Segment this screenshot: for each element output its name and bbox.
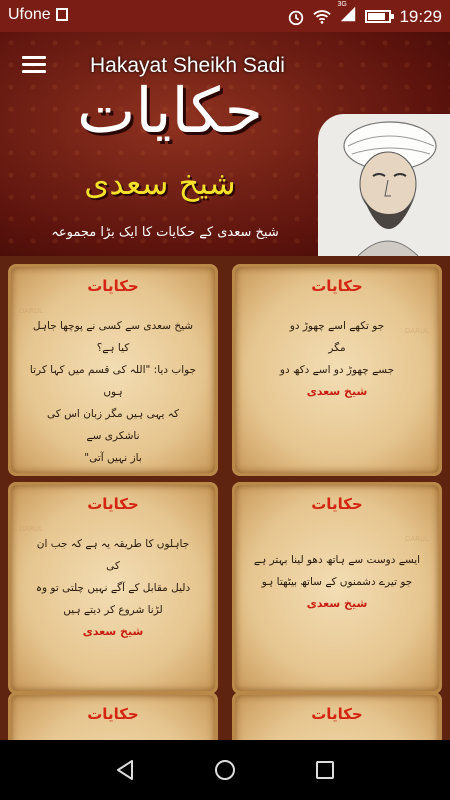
card-heading: حکایات	[87, 495, 139, 513]
card-heading: حکایات	[87, 277, 139, 295]
status-time: 19:29	[399, 6, 442, 26]
card-text	[29, 315, 197, 469]
system-nav-bar	[0, 740, 450, 800]
card-line: ایسے دوست سے ہاتھ دھو لینا بہتر ہے	[253, 554, 421, 566]
hikayat-card[interactable]	[232, 264, 442, 476]
alarm-icon	[287, 8, 305, 26]
card-text	[253, 315, 421, 403]
status-bar	[0, 0, 450, 32]
carrier-name: Ufone	[8, 6, 51, 23]
banner-tagline-urdu: شیخ سعدی کے حکایات کا ایک بڑا مجموعہ	[51, 225, 279, 240]
menu-icon[interactable]	[22, 56, 46, 74]
recents-icon[interactable]	[313, 758, 337, 782]
sim-icon	[56, 8, 68, 21]
card-line: لڑنا شروع کر دیتے ہیں	[63, 604, 163, 616]
header-banner	[0, 32, 450, 256]
card-line: کہ یہی ہیں مگر زبان اس کی ناشکری سے	[47, 408, 179, 442]
card-watermark: DARUL	[19, 525, 43, 533]
card-line: جو تکھے اسے چھوڑ دو	[289, 320, 385, 332]
card-watermark: DARUL	[405, 535, 429, 543]
hikayat-card[interactable]	[8, 482, 218, 694]
card-line: دلیل مقابل کے آگے نہیں چلتی تو وہ	[35, 582, 191, 594]
card-line: جسے چھوڑ دو اسے دکھ دو	[279, 364, 395, 376]
card-signature: شیخ سعدی	[306, 385, 368, 398]
card-heading: حکایات	[311, 277, 363, 295]
banner-subtitle-urdu: شیخ سعدی	[84, 164, 236, 202]
card-text	[253, 549, 421, 615]
card-line: باز نہیں آتی"	[84, 452, 142, 464]
card-text	[29, 533, 197, 643]
hikayat-card[interactable]	[232, 482, 442, 694]
app-title: Hakayat Sheikh Sadi	[90, 54, 285, 77]
card-line: جواب دیا: "اللہ کی قسم میں کہا کرتا ہوں	[29, 364, 197, 398]
banner-title-urdu: حکایات	[77, 74, 263, 147]
card-signature: شیخ سعدی	[306, 597, 368, 610]
card-line: جو تیرے دشمنوں کے ساتھ بیٹھتا ہو	[261, 576, 413, 588]
network-type: 3G	[337, 1, 347, 8]
card-heading: حکایات	[311, 495, 363, 513]
card-watermark: DARUL	[405, 327, 429, 335]
card-signature: شیخ سعدی	[82, 625, 144, 638]
hikayat-grid	[0, 256, 450, 740]
card-line: شیخ سعدی سے کسی نے پوچھا جاہل کیا ہے؟	[32, 320, 194, 354]
signal-icon	[337, 1, 357, 28]
card-watermark: DARUL	[19, 307, 43, 315]
card-line: جاہلوں کا طریقہ یہ ہے کہ جب ان کی	[36, 538, 190, 572]
card-line: مگر	[328, 342, 346, 354]
sheikh-sadi-portrait	[318, 114, 450, 256]
card-heading: حکایات	[311, 705, 363, 723]
hikayat-card[interactable]	[8, 692, 218, 740]
hikayat-card[interactable]	[232, 692, 442, 740]
battery-icon	[365, 10, 391, 23]
back-icon[interactable]	[113, 758, 137, 782]
wifi-icon	[313, 8, 331, 26]
card-heading: حکایات	[87, 705, 139, 723]
home-icon[interactable]	[213, 758, 237, 782]
hikayat-card[interactable]	[8, 264, 218, 476]
